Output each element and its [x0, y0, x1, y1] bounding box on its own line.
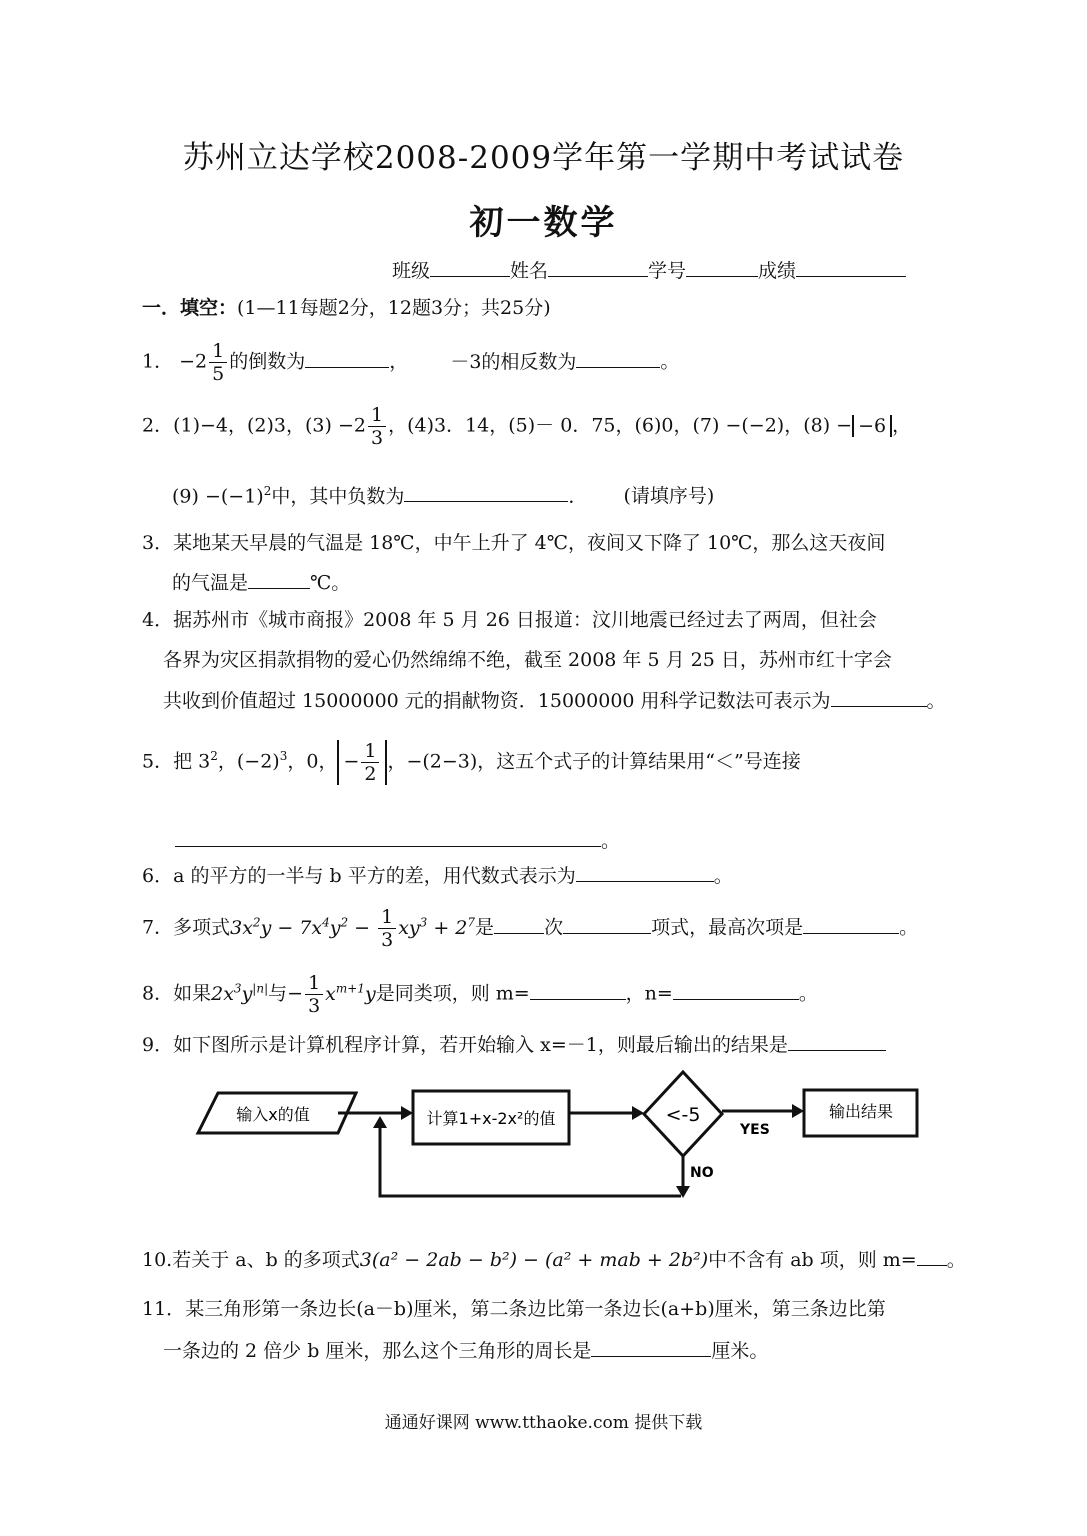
- question-text: 中不含有 ab 项，则 m=: [708, 1249, 917, 1271]
- question-text: 多项式: [173, 916, 231, 939]
- term: y: [241, 982, 253, 1005]
- question-text: 据苏州市《城市商报》2008 年 5 月 26 日报道：汶川地震已经过去了两周，但社会: [173, 609, 877, 631]
- question-text: 一条边的 2 倍少 b 厘米，那么这个三角形的周长是: [163, 1340, 592, 1362]
- question-text: ，−(2−3)，这五个式子的计算结果用“＜”号连接: [387, 750, 801, 773]
- denominator: 3: [381, 929, 394, 951]
- separator: ，: [389, 350, 409, 373]
- question-text: 如下图所示是计算机程序计算，若开始输入 x=－1，则最后输出的结果是: [173, 1034, 788, 1056]
- question-number: 5．: [142, 750, 174, 773]
- question-number: 10.: [142, 1249, 173, 1271]
- question-number: 3．: [142, 532, 174, 554]
- section-title: 一．填空：: [142, 297, 238, 319]
- period: 。: [899, 916, 919, 939]
- numerator: 1: [361, 740, 379, 763]
- question-number: 11．: [142, 1298, 186, 1320]
- question-text: a 的平方的一半与 b 平方的差，用代数式表示为: [173, 865, 576, 887]
- class-label: 班级: [392, 260, 431, 282]
- numerator: 1: [209, 340, 227, 363]
- minus-sign: −: [287, 982, 304, 1005]
- exponent: 3: [419, 915, 428, 930]
- question-text: 是: [475, 916, 495, 939]
- period: 。: [660, 350, 680, 373]
- period: 。: [798, 982, 818, 1005]
- term: y: [364, 982, 376, 1005]
- period: 。: [946, 1249, 966, 1271]
- exam-title: 苏州立达学校2008-2009学年第一学期中考试试卷: [182, 140, 905, 176]
- period: 。: [601, 830, 621, 852]
- exponent: |n|: [252, 981, 269, 996]
- question-text: 如果: [173, 982, 212, 1005]
- student-number-label: 学号: [648, 260, 687, 282]
- footer-credit: 通通好课网 www.tthaoke.com 提供下载: [384, 1413, 703, 1433]
- score-label: 成绩: [758, 260, 797, 282]
- input-label: 输入x的值: [236, 1105, 310, 1124]
- question-text: －3的相反数为: [450, 350, 577, 373]
- question-text: 的倒数为: [229, 350, 306, 373]
- numerator: 1: [368, 404, 386, 427]
- exponent: 4: [322, 915, 330, 930]
- denominator: 5: [212, 363, 225, 385]
- name-label: 姓名: [510, 260, 549, 282]
- exponent: 2: [263, 484, 272, 498]
- calc-label: 计算1+x-2x²的值: [426, 1109, 556, 1128]
- question-number: 8．: [142, 982, 174, 1005]
- exponent: 7: [467, 915, 476, 930]
- question-text: (1)−4，(2)3，(3): [173, 414, 332, 437]
- question-text: ℃。: [310, 572, 351, 594]
- question-text: 厘米。: [711, 1340, 769, 1362]
- question-text: 是同类项，则 m=: [375, 982, 530, 1005]
- section-rule: (1—11每题2分，12题3分；共25分): [237, 297, 551, 319]
- absolute-value: −6: [852, 415, 892, 437]
- mixed-number-whole: −2: [337, 414, 366, 437]
- question-number: 7．: [142, 916, 174, 939]
- exponent: m+1: [335, 981, 365, 996]
- exponent: 3: [279, 749, 288, 764]
- term: y: [329, 916, 341, 939]
- exponent: 3: [233, 981, 242, 996]
- question-number: 4．: [142, 609, 174, 631]
- question-text: 与: [268, 982, 288, 1005]
- answer-blank[interactable]: [917, 1245, 947, 1266]
- question-text: 某三角形第一条边长(a－b)厘米，第二条边比第一条边长(a+b)厘米，第三条边比第: [185, 1298, 886, 1320]
- numerator: 1: [305, 972, 323, 995]
- question-text: 的气温是: [172, 572, 249, 594]
- yes-label: YES: [740, 1122, 770, 1138]
- hint: (请填序号): [623, 485, 715, 508]
- period: ．: [568, 485, 588, 508]
- operator: −: [348, 916, 377, 939]
- arrow-head: [792, 1104, 804, 1118]
- question-number: 9．: [142, 1034, 174, 1056]
- separator: ，: [892, 414, 912, 437]
- question-text: ，(−2): [217, 750, 280, 773]
- question-text: 把 3: [173, 750, 211, 773]
- term: + 2: [427, 916, 468, 939]
- no-label: NO: [690, 1165, 714, 1181]
- question-number: 6．: [142, 865, 174, 887]
- period: 。: [713, 865, 733, 887]
- denominator: 3: [371, 427, 384, 449]
- arrow-head: [401, 1106, 413, 1120]
- minus-sign: −: [343, 750, 360, 773]
- question-11-line-2: [163, 1336, 768, 1364]
- answer-blank[interactable]: [591, 1336, 711, 1357]
- question-number: 1．: [142, 350, 174, 373]
- question-text: (9) −(−1): [172, 485, 264, 508]
- loop-line: [380, 1124, 681, 1196]
- exponent: 2: [210, 749, 218, 764]
- question-10: [142, 1245, 966, 1273]
- numerator: 1: [378, 906, 396, 929]
- question-text: 某地某天早晨的气温是 18℃，中午上升了 4℃，夜间又下降了 10℃，那么这天夜间: [173, 532, 886, 554]
- term: y − 7x: [260, 916, 323, 939]
- exponent: 2: [340, 915, 349, 930]
- period: 。: [926, 690, 946, 712]
- question-text: 项式，最高次项是: [651, 916, 804, 939]
- question-text: 次: [544, 916, 564, 939]
- denominator: 3: [308, 995, 321, 1017]
- question-number: 2．: [142, 414, 174, 437]
- term: 2x: [211, 982, 234, 1005]
- polynomial: 3(a² − 2ab − b²) − (a² + mab + 2b²): [359, 1249, 709, 1271]
- output-label: 输出结果: [828, 1102, 894, 1121]
- arrow-head: [373, 1116, 387, 1128]
- question-text: 若关于 a、b 的多项式: [172, 1249, 360, 1271]
- exponent: 2: [252, 915, 261, 930]
- question-text: ，n=: [625, 982, 673, 1005]
- mixed-number-whole: −2: [179, 350, 208, 373]
- term: xy: [398, 916, 420, 939]
- term: 3x: [230, 916, 253, 939]
- denominator: 2: [364, 763, 377, 785]
- question-text: 共收到价值超过 15000000 元的捐献物资．15000000 用科学记数法可表示为: [163, 690, 831, 712]
- question-11: [142, 1296, 886, 1322]
- question-4-line-2: 各界为灾区捐款捐物的爱心仍然绵绵不绝，截至 2008 年 5 月 25 日，苏州市红十字会: [163, 649, 892, 671]
- condition-label: <-5: [665, 1104, 701, 1126]
- question-text: ，0，: [287, 750, 338, 773]
- question-text: 中，其中负数为: [271, 485, 405, 508]
- term: x: [325, 982, 336, 1005]
- subject-title: 初一数学: [469, 203, 618, 243]
- question-text: ，(4)3．14，(5)－ 0．75，(6)0，(7) −(−2)，(8) −: [388, 414, 853, 437]
- arrow-head: [632, 1106, 644, 1120]
